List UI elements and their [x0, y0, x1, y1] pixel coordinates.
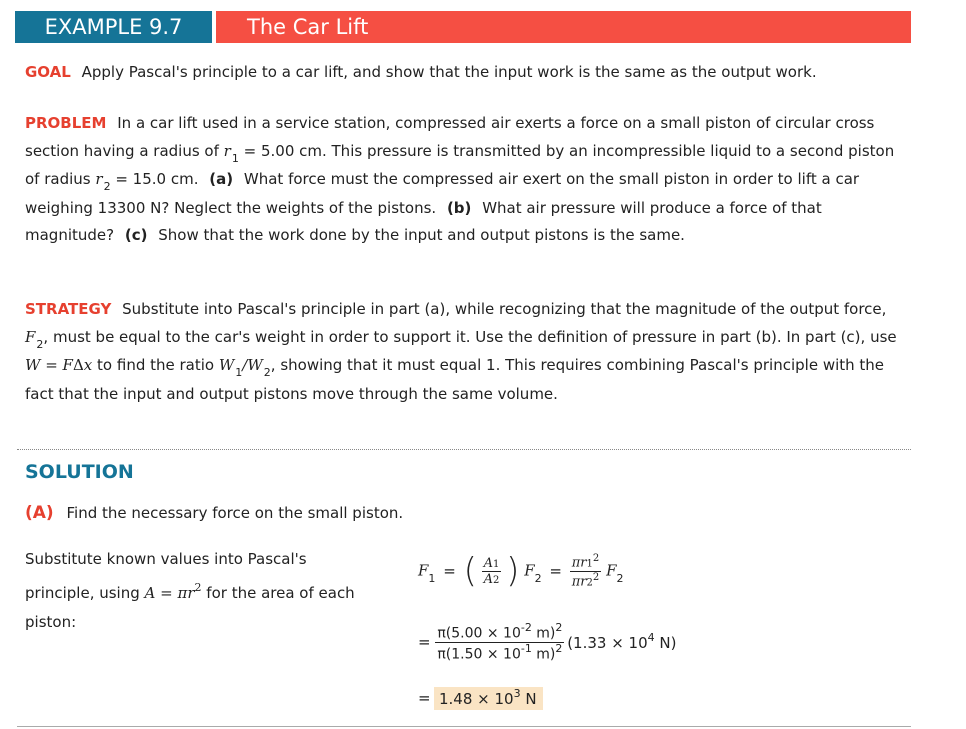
numerator-expression: π(5.00 × 10	[437, 625, 521, 642]
solution-heading: SOLUTION	[25, 461, 134, 483]
strategy-text-4: , showing that it must equal 1. This requires combining Pascal's principle with the fact that the input and output pistons move through the same volume.	[25, 356, 885, 403]
work-ratio: $W_1/W_2$	[218, 356, 271, 379]
problem-text-3: = 15.0 cm.	[115, 170, 199, 188]
goal-text: Apply Pascal's principle to a car lift, and show that the input work is the same as the output work.	[81, 63, 817, 81]
denominator-expression: π(1.50 × 10	[437, 646, 521, 663]
strategy-text-2: , must be equal to the car's weight in order to support it. Use the definition of pressure in part (b). In part (c), use	[43, 327, 897, 346]
pascal-equation: $F_1$ = ( $\frac{A1}{A2}$ ) $F_2$ = $\frac{\pi r1^2}{\pi r2^2}$ $F_2$	[418, 551, 624, 591]
work-formula: W = FΔx	[25, 356, 93, 374]
example-number: EXAMPLE 9.7	[15, 11, 212, 43]
result-equals: =	[418, 689, 431, 707]
problem-part-a: What force must the compressed air exert on the small piston in order to lift a car weighing 13300 N? Neglect the weights of the pistons.	[25, 170, 860, 217]
problem-part-b: What air pressure will produce a force of that magnitude?	[25, 198, 822, 244]
r2-symbol: $r_2$	[95, 170, 111, 193]
goal-section	[25, 60, 897, 86]
part-a-marker: (a)	[209, 170, 234, 188]
problem-text-2: = 5.00 cm. This pressure is transmitted by an incompressible liquid to a second piston of radius	[25, 141, 895, 188]
problem-section	[25, 110, 897, 250]
answer-highlight: $1.48 \times 10^3$ N	[434, 687, 543, 710]
bottom-divider	[17, 726, 911, 727]
part-a-text: Find the necessary force on the small piston.	[66, 504, 404, 522]
problem-text-1: In a car lift used in a service station, compressed air exerts a force on a small piston of circular cross section having a radius of	[25, 114, 875, 160]
solution-step-text	[25, 545, 365, 637]
problem-part-c: Show that the work done by the input and output pistons is the same.	[158, 226, 685, 244]
part-b-marker: (b)	[446, 198, 472, 217]
part-a-label: (A)	[25, 503, 54, 523]
force-value: (1.33 × 10	[567, 634, 648, 653]
step-text-1: Substitute known values into Pascal's principle, using	[25, 550, 307, 602]
answer-value: 1.48 × 10	[439, 690, 514, 708]
strategy-label: STRATEGY	[25, 300, 112, 318]
problem-label: PROBLEM	[25, 114, 107, 132]
goal-label: GOAL	[25, 63, 71, 81]
strategy-section	[25, 296, 897, 408]
substituted-equation: = $\frac{\pi(5.00 \times 10^{-2} m)^2}{\pi(1.50 \times 10^{-1} m)^2}$ ($1.33 \times 10^4$ N)	[418, 621, 677, 663]
f2-symbol: $F_2$	[25, 327, 44, 351]
r1-symbol: $r_1$	[223, 141, 239, 165]
part-c-marker: (c)	[124, 226, 148, 244]
part-a-heading	[25, 503, 403, 523]
step-text-2: for the area of each piston:	[25, 584, 355, 631]
strategy-text-1: Substitute into Pascal's principle in part (a), while recognizing that the magnitude of the output force,	[122, 300, 887, 318]
area-formula: $A = \pi r^2$	[144, 581, 202, 602]
example-header	[15, 11, 911, 43]
example-title: The Car Lift	[216, 11, 911, 43]
strategy-text-3: to find the ratio	[97, 356, 215, 374]
section-divider	[17, 449, 911, 450]
